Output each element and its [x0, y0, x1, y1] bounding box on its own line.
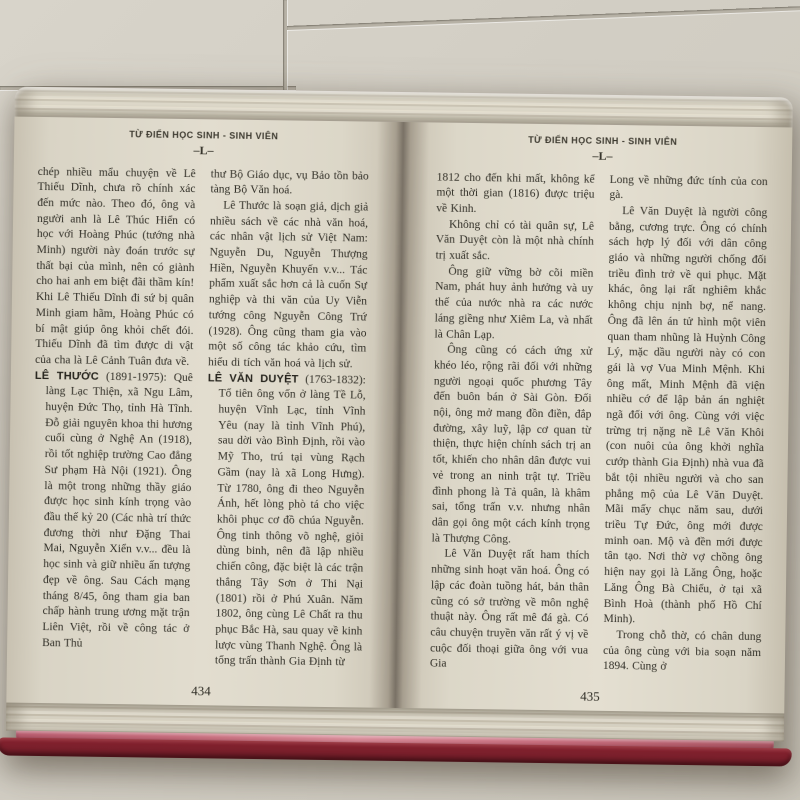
text-columns — [31, 164, 369, 671]
paragraph: Lê Văn Duyệt rất ham thích những sinh hoạt văn hoá. Ông có lập các đoàn tuồng hát, bản thân cũng có sở trường về môn nghệ thuật này. Ông rất mê đá gà. Có câu chuyện truyền văn rất ý vị về cuộc đối thoại giữa ông với vua Gia — [429, 548, 590, 671]
text-column — [204, 167, 369, 671]
open-book — [5, 87, 793, 798]
paragraph: Lê Thước là soạn giả, dịch giả nhiều sách về các nhà văn hoá, các nhân vật lịch sử Việt Nam: Nguyễn Du, Nguyễn Thượng Hiền, Nguyễn Khuyến v.v... Tác phẩm xuất sắc hơn cả là cuốn Sự nghiệp và thi văn của Uy Viễn tướng công Nguyễn Công Trứ (1928). Ông cũng tham gia vào một số công tác khảo cứu, tìm hiểu di tích văn hoá và lịch sử. — [208, 199, 369, 371]
section-letter: –L– — [193, 143, 214, 158]
entry-headword: LÊ VĂN DUYỆT — [207, 371, 299, 386]
text-column — [603, 172, 768, 676]
book-spread — [6, 117, 792, 714]
dictionary-entry-paragraph: LÊ VĂN DUYỆT (1763-1832): Tổ tiên ông vốn ở làng Tề Lỗ, huyện Vĩnh Lạc, tỉnh Vĩnh Yêu (nay là tỉnh Vĩnh Phú), sau dời vào Bình Định, rồi vào Mỹ Tho, trú tại vùng Rạch Gầm (nay là xã Long Hưng). Từ 1780, ông đi theo Nguyễn Ánh, hết lòng phò tá cho việc khôi phục cơ đồ chúa Nguyễn. Ông tinh thông võ nghệ, giỏi dùng binh, nên đã lập nhiều chiến công, đặc biệt là các trận thắng Tây Sơn ở Thi Nại (1801) rồi ở Phú Xuân. Năm 1802, ông cùng Lê Chất ra thu phục Bắc Hà, sau quay về kinh lược vùng Thanh Nghệ. Ông là tổng trấn thành Gia Định từ — [207, 371, 366, 669]
paragraph: thư Bộ Giáo dục, vụ Bảo tồn bảo tàng Bộ Văn hoá. — [210, 167, 369, 197]
book-title-header: TỪ ĐIỂN HỌC SINH - SINH VIÊN — [528, 134, 678, 147]
page-number: 435 — [580, 688, 600, 704]
running-header — [437, 133, 768, 166]
book-title-header: TỪ ĐIỂN HỌC SINH - SINH VIÊN — [129, 129, 279, 142]
tile-grout-line — [283, 0, 287, 90]
paragraph: Ông giữ vững bờ cõi miền Nam, phát huy ảnh hưởng và uy thế của nước nhà ra các nước láng giềng như Xiêm La, và nhất là Chân Lạp. — [434, 265, 594, 341]
text-column — [430, 170, 595, 674]
page-number: 434 — [191, 683, 211, 699]
paragraph: 1812 cho đến khi mất, không kể một thời gian (1816) được triệu về Kinh. — [436, 171, 595, 215]
paragraph: Long về những đức tính của con gà. — [609, 173, 768, 202]
page-right — [395, 122, 792, 713]
text-column — [31, 164, 196, 668]
paragraph: Ông cũng có cách ứng xử khéo léo, rộng rãi đối với những người ngoại quốc phương Tây đến buôn bán ở Sài Gòn. Đối nội, ông mở mang đồn điền, đắp đường, xây luỹ, lập cơ quan từ thiện, thực hiện chính sách trị an tốt, khiến cho nhân dân được vui vẻ trong an ninh trật tự. Triều đình phong là Tả quân, là khâm sai, tổng trấn v.v. nhưng nhân dân gọi ông một cách kính trọng là Thượng Công. — [431, 343, 593, 546]
text-columns — [430, 170, 768, 677]
running-header — [38, 127, 369, 160]
section-letter: –L– — [592, 148, 613, 164]
paragraph: Trong chỗ thờ, có chân dung của ông cùng với bia soạn năm 1894. Cùng ở — [602, 628, 762, 674]
dictionary-entry-paragraph: LÊ THƯỚC (1891-1975): Quê làng Lạc Thiện, xã Ngu Lâm, huyện Đức Thọ, tỉnh Hà Tĩnh. Đỗ giải nguyên khoa thi hương cuối cùng ở Nghệ An (1918), rồi tốt nghiệp trường Cao đẳng Sư phạm Hà Nội (1921). Ông là một trong những thầy giáo được học sinh kính trọng vào đầu thế kỷ 20 (Các nhà trí thức đương thời như Đặng Thai Mai, Nguyễn Xiển v.v... đều là học sinh và giữ nhiều ấn tượng đẹp về ông. Sau Cách mạng tháng 8/45, ông tham gia ban chấp hành trung ương mặt trận Liên Việt, rồi về công tác ở Ban Thủ — [34, 369, 193, 650]
paragraph: chép nhiều mẩu chuyện về Lê Thiếu Dĩnh, chưa rõ chính xác đến mức nào. Theo đó, ông và người anh là Lê Thúc Hiển có học với Hoàng Phúc (tướng nhà Minh) người này đoán trước sự thất bại của mình, nên có giành cho hai anh em biệt đãi thầm kín! Khi Lê Thiếu Dĩnh đi sứ bị quân Minh giam hãm, Hoàng Phúc có bí mật giúp ông khỏi chết đói. Thiếu Dĩnh đã tìm được di vật của cha là Lê Cảnh Tuân đưa về. — [35, 165, 196, 369]
page-left — [6, 117, 403, 708]
tile-grout-line — [287, 6, 800, 30]
entry-headword: LÊ THƯỚC — [34, 369, 100, 383]
paragraph: Không chỉ có tài quân sự, Lê Văn Duyệt còn là một nhà chính trị xuất sắc. — [435, 218, 595, 263]
paragraph: Lê Văn Duyệt là người công bằng, cương trực. Ông có chính sách hợp lý đối với dân công giáo và những người chống đối triều đình trở về qui phục. Mặt khác, ông lại rất nghiêm khắc không chịu nịnh bợ, nể nang. Ông đã lên án tử hình một viên quan tham nhũng là Huỳnh Công Lý, mặc dầu người này có con gái là vợ Vua Minh Mệnh. Khi ông mất, Minh Mệnh đã viện nhiều cớ để lập bản án nghiệt ngã đối với ông. Cùng với việc trừng trị nặng nề Lê Văn Khôi (con nuôi của ông khởi nghĩa cướp thành Gia Định) nhà vua đã bắt tội nhiều người và cho san phẳng mộ của Lê Văn Duyệt. Mãi mấy chục năm sau, dưới triều Tự Đức, ông mới được minh oan. Mộ và đền mới được tân tạo. Nơi thờ vợ chồng ông hiện nay gọi là Lăng Ông, hoặc Lăng Ông Bà Chiểu, ở tại xã Bình Hoà (thành phố Hồ Chí Minh). — [603, 205, 768, 626]
